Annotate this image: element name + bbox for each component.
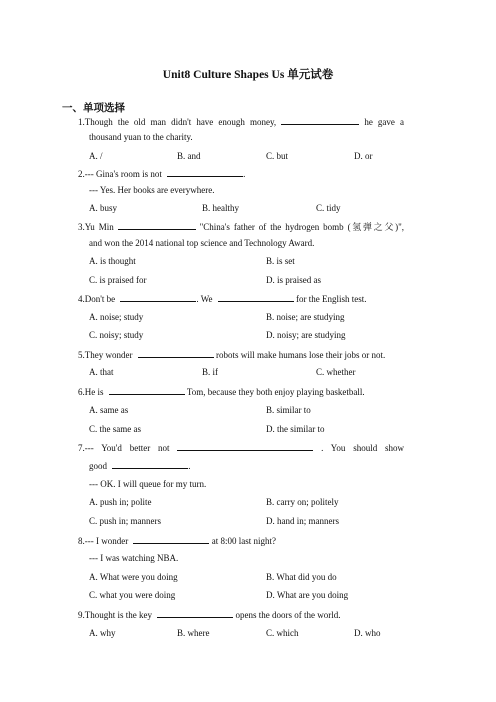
option-a: A. busy [89,203,118,213]
answer-blank [109,386,185,395]
question-text: thousand yuan to the charity. [89,132,193,142]
option-c: C. noisy; study [89,330,144,340]
answer-blank [218,293,294,302]
question-text: opens the doors of the world. [235,610,341,620]
option-c: C. the same as [89,424,141,434]
option-a: A. why [89,628,116,638]
answer-blank [118,221,196,230]
option-a: A. same as [89,405,129,415]
option-b: B. is set [266,256,295,266]
option-d: D. hand in; manners [266,516,339,526]
question-text: robots will make humans lose their jobs or not. [215,350,386,360]
option-d: D. who [354,628,381,638]
page-title: Unit8 Culture Shapes Us 单元试卷 [162,69,334,81]
option-a: A. is thought [89,256,136,266]
option-d: D. or [354,151,373,161]
question-text: --- Yes. Her books are everywhere. [89,185,215,195]
option-b: B. healthy [202,203,239,213]
option-c: C. which [266,628,299,638]
answer-blank [281,116,359,125]
question-text: . [243,169,246,179]
option-d: D. the similar to [266,424,325,434]
option-b: B. and [177,151,201,161]
question-text: 6.He is [78,387,104,397]
option-a: A. that [89,367,114,377]
question-text: 2.--- Gina's room is not [78,169,162,179]
option-c: C. whether [316,367,356,377]
option-b: B. where [177,628,210,638]
option-d: D. is praised as [266,275,321,285]
question-text: 5.They wonder [78,350,133,360]
answer-blank [112,460,191,471]
question-text: "China's father of the hydrogen bomb (氢弹之父)", [199,222,405,232]
option-d: D. What are you doing [266,590,349,600]
question-text: Tom, because they both enjoy playing basketball. [186,387,365,397]
option-c: C. but [266,151,289,161]
question-text: 4.Don't be [78,294,116,304]
answer-blank [177,442,313,451]
question-text: --- OK. I will queue for my turn. [89,479,207,489]
section-heading: 一、单项选择 [62,103,125,114]
question-text: --- I was watching NBA. [89,553,179,563]
option-b: B. carry on; politely [266,497,339,507]
option-b: B. similar to [266,405,311,415]
answer-blank [133,535,209,544]
question-text: . You should show [321,443,404,453]
question-text: . [188,461,191,471]
question-text: at 8:00 last night? [211,536,276,546]
option-a: A. What were you doing [89,572,178,582]
option-b: B. if [202,367,219,377]
answer-blank [157,609,233,618]
option-a: A. push in; polite [89,497,152,507]
option-c: C. push in; manners [89,516,161,526]
option-a: A. noise; study [89,312,144,322]
option-a: A. / [89,151,103,161]
answer-blank [167,168,246,179]
option-c: C. tidy [316,203,341,213]
question-text: for the English test. [295,294,367,304]
question-text: and won the 2014 national top science and Technology Award. [89,238,315,248]
option-c: C. is praised for [89,275,147,285]
question-text: . We [196,294,213,304]
option-d: D. noisy; are studying [266,330,346,340]
answer-blank [120,293,196,302]
question-text: 7.--- You'd better not [78,443,170,453]
option-c: C. what you were doing [89,590,176,600]
question-text: 9.Thought is the key [78,610,152,620]
option-b: B. What did you do [266,572,337,582]
option-b: B. noise; are studying [266,312,345,322]
question-text: 8.--- I wonder [78,536,129,546]
question-text: 1.Though the old man didn't have enough money, [78,117,277,127]
question-text: 3.Yu Min [78,222,114,232]
question-text: good [89,461,107,471]
question-text: he gave a [364,117,405,127]
answer-blank [138,349,214,358]
